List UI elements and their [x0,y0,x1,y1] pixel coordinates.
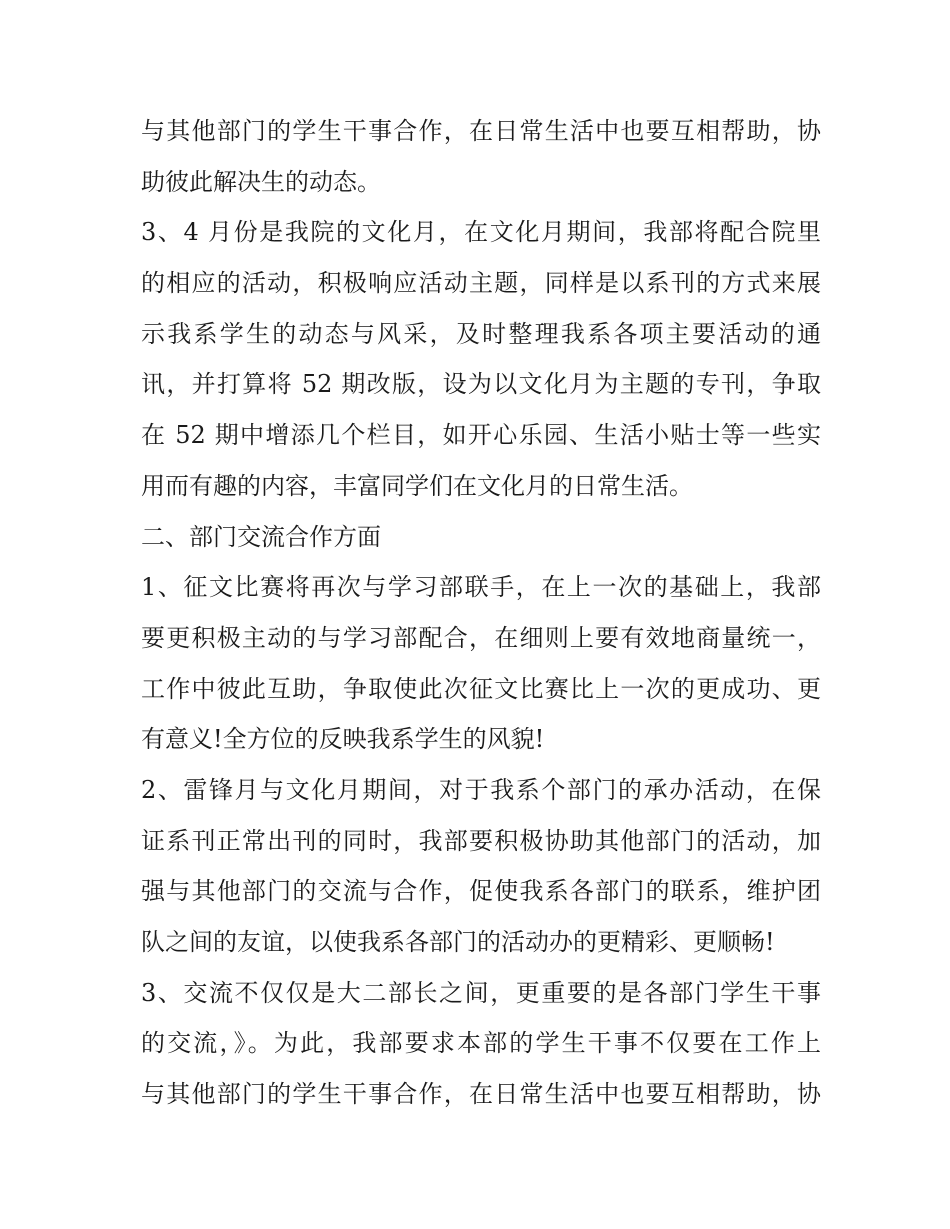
text-line: 3、4 月份是我院的文化月，在文化月期间，我部将配合院里 [141,218,821,247]
text-line: 的相应的活动，积极响应活动主题，同样是以系刊的方式来展 [141,269,821,298]
text-line: 助彼此解决生的动态。 [141,167,381,196]
text-line: 2、雷锋月与文化月期间，对于我系个部门的承办活动，在保 [141,775,821,804]
text-line: 与其他部门的学生干事合作，在日常生活中也要互相帮助，协 [141,117,821,145]
text-line: 在 52 期中增添几个栏目，如开心乐园、生活小贴士等一些实 [141,421,821,450]
text-line: 的交流，》。为此，我部要求本部的学生干事不仅要在工作上 [141,1029,821,1058]
text-line: 3、交流不仅仅是大二部长之间，更重要的是各部门学生干事 [141,978,821,1007]
text-line: 1、征文比赛将再次与学习部联手，在上一次的基础上，我部 [141,573,821,602]
text-line: 工作中彼此互助，争取使此次征文比赛比上一次的更成功、更 [141,674,821,703]
text-line: 队之间的友谊，以使我系各部门的活动办的更精彩、更顺畅! [141,928,775,956]
text-line: 要更积极主动的与学习部配合，在细则上要有效地商量统一， [141,623,821,652]
text-line: 讯，并打算将 52 期改版，设为以文化月为主题的专刊，争取 [141,370,821,399]
text-line: 有意义!全方位的反映我系学生的风貌! [141,725,545,754]
text-line: 与其他部门的学生干事合作，在日常生活中也要互相帮助，协 [141,1080,821,1109]
text-line: 强与其他部门的交流与合作，促使我系各部门的联系，维护团 [141,877,821,906]
section-heading: 二、部门交流合作方面 [141,522,381,551]
text-line: 示我系学生的动态与风采，及时整理我系各项主要活动的通 [141,319,821,348]
text-line: 证系刊正常出刊的同时，我部要积极协助其他部门的活动，加 [141,826,821,855]
document-body [141,106,821,1120]
text-line: 用而有趣的内容，丰富同学们在文化月的日常生活。 [141,471,693,500]
